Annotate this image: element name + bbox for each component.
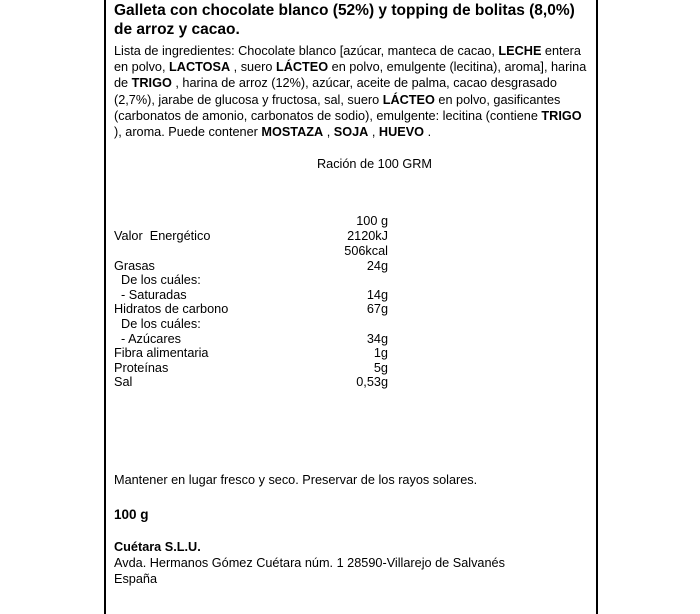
allergen-text: LACTOSA [169,60,231,75]
nutrient-row [0,302,700,317]
address-country: España [114,571,158,586]
ingredient-text: en polvo, gasificantes (carbonatos de amonio, carbonatos de sodio), emulgente: lecitina (contiene [114,92,561,123]
ingredient-text: Lista de ingredientes: Chocolate blanco [azúcar, manteca de cacao, [114,44,499,58]
net-quantity: 100 g [114,507,149,522]
energy-kcal-value: 506kcal [344,244,388,258]
energy-kj-value: 2120kJ [347,229,388,243]
allergen-text: LÁCTEO [382,92,435,107]
allergen-text: HUEVO [378,125,425,140]
nutrient-row [0,375,700,390]
nutrient-label: Fibra alimentaria [114,346,209,360]
company-address [114,556,592,587]
ingredient-text: en polvo, emulgente (lecitina), aroma], harina de [114,60,587,91]
allergen-text: SOJA [333,125,369,140]
allergen-text: TRIGO [131,76,172,91]
address-line: Avda. Hermanos Gómez Cuétara núm. 1 28590-Villarejo de Salvanés [114,556,505,570]
energy-label: Valor Energético [114,229,211,243]
allergen-text: LÁCTEO [275,60,329,75]
nutrient-value: 24g [366,259,388,273]
nutrient-row [0,317,700,332]
ingredient-text: . [424,125,432,140]
nutrient-row [0,288,700,303]
ingredient-text: ), aroma. Puede contener [114,125,262,140]
nutrient-row [0,332,700,347]
nutrition-header-row [0,214,700,229]
nutrient-row [0,273,700,288]
nutrient-value: 5g [373,361,388,375]
column-header: 100 g [356,214,388,228]
portion-label: Ración de 100 GRM [317,157,432,171]
nutrient-label: De los cuáles: [114,317,201,331]
nutrient-value: 67g [366,302,388,316]
nutrient-row [0,259,700,274]
product-title: Galleta con chocolate blanco (52%) y topping de bolitas (8,0%) de arroz y cacao. [114,2,575,38]
nutrient-label: Hidratos de carbono [114,302,229,316]
ingredient-text: , harina de arroz (12%), azúcar, aceite de palma, cacao desgrasado (2,7%), jarabe de glucosa y fructosa, sal, suero [114,76,557,107]
allergen-text: LECHE [498,44,542,58]
energy-kcal-row [0,244,700,259]
allergen-text: TRIGO [541,108,582,123]
nutrient-label: Sal [114,375,133,389]
nutrient-value: 1g [373,346,388,360]
nutrient-row [0,346,700,361]
nutrient-label: De los cuáles: [114,273,201,287]
nutrient-value: 34g [366,332,388,346]
ingredient-text: , [368,125,379,140]
nutrient-label: - Saturadas [114,288,187,302]
ingredients-list [114,43,592,140]
nutrient-label: - Azúcares [114,332,181,346]
storage-instructions: Mantener en lugar fresco y seco. Preservar de los rayos solares. [114,473,478,487]
ingredient-text: , [323,125,334,140]
energy-row [0,229,700,244]
allergen-text: MOSTAZA [261,125,324,140]
nutrient-value: 0,53g [356,375,388,389]
nutrient-value: 14g [366,288,388,302]
nutrient-label: Grasas [114,259,155,273]
ingredient-text: , suero [230,60,276,75]
nutrient-row [0,361,700,376]
nutrient-label: Proteínas [114,361,169,375]
ingredient-text: entera en polvo, [114,44,581,75]
company-name: Cuétara S.L.U. [114,540,201,554]
